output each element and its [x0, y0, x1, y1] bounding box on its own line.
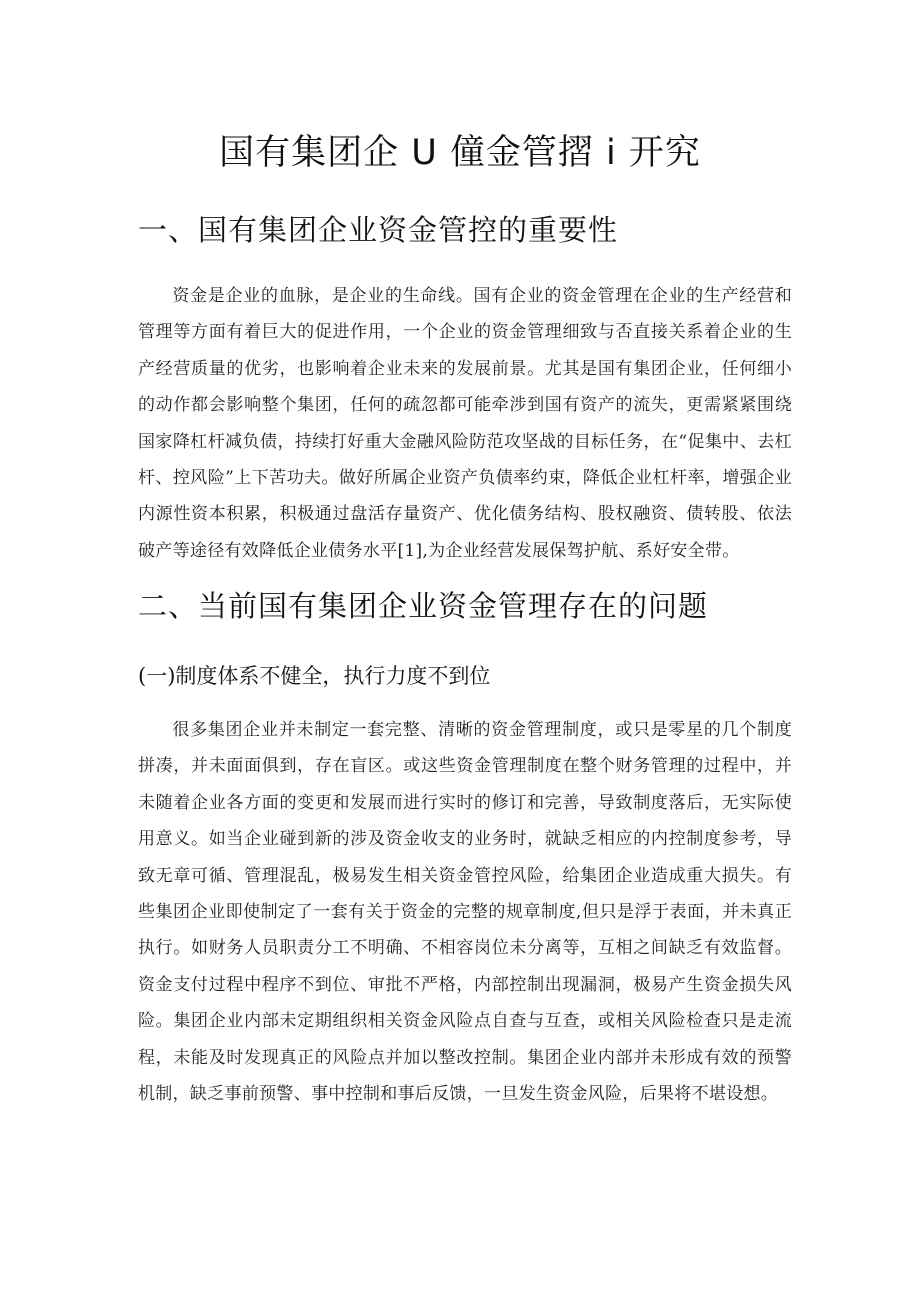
document-title: 国有集团企 U 僮金管摺 i 开究 [219, 133, 701, 173]
section-1-paragraph-text: 资金是企业的血脉，是企业的生命线。国有企业的资金管理在企业的生产经营和管理等方面有着巨大的促进作用，一个企业的资金管理细致与否直接关系着企业的生产经营质量的优劣，也影响着企业未来的发展前景。尤其是国有集团企业，任何细小的动作都会影响整个集团，任何的疏忽都可能牵涉到国有资产的流失，更需紧紧围绕国家降杠杆减负债，持续打好重大金融风险防范攻坚战的目标任务，在“促集中、去杠杆、控风险”上下苦功夫。做好所属企业资产负债率约束，降低企业杠杆率，增强企业内源性资本积累，积极通过盘活存量资产、优化债务结构、股权融资、债转股、依法破产等途径有效降低企业债务水平[1],为企业经营发展保驾护航、系好安全带。 [138, 286, 792, 561]
section-2-paragraph-text: 很多集团企业并未制定一套完整、清晰的资金管理制度，或只是零星的几个制度拼凑，并未面面俱到，存在盲区。或这些资金管理制度在整个财务管理的过程中，并未随着企业各方面的变更和发展而进行实时的修订和完善，导致制度落后，无实际使用意义。如当企业碰到新的涉及资金收支的业务时，就缺乏相应的内控制度参考，导致无章可循、管理混乱，极易发生相关资金管控风险，给集团企业造成重大损失。有些集团企业即使制定了一套有关于资金的完整的规章制度,但只是浮于表面，并未真正执行。如财务人员职责分工不明确、不相容岗位未分离等，互相之间缺乏有效监督。资金支付过程中程序不到位、审批不严格，内部控制出现漏洞，极易产生资金损失风险。集团企业内部未定期组织相关资金风险点自查与互查，或相关风险检查只是走流程，未能及时发现真正的风险点并加以整改控制。集团企业内部并未形成有效的预警机制，缺乏事前预警、事中控制和事后反馈，一旦发生资金风险，后果将不堪设想。 [138, 720, 792, 1105]
section-heading-1: 一、国有集团企业资金管控的重要性 [138, 213, 619, 247]
section-2-paragraph [138, 712, 792, 1112]
subsection-heading-1: (一)制度体系不健全，执行力度不到位 [138, 664, 491, 688]
section-1-paragraph [138, 278, 792, 569]
section-heading-2: 二、当前国有集团企业资金管理存在的问题 [138, 589, 709, 623]
